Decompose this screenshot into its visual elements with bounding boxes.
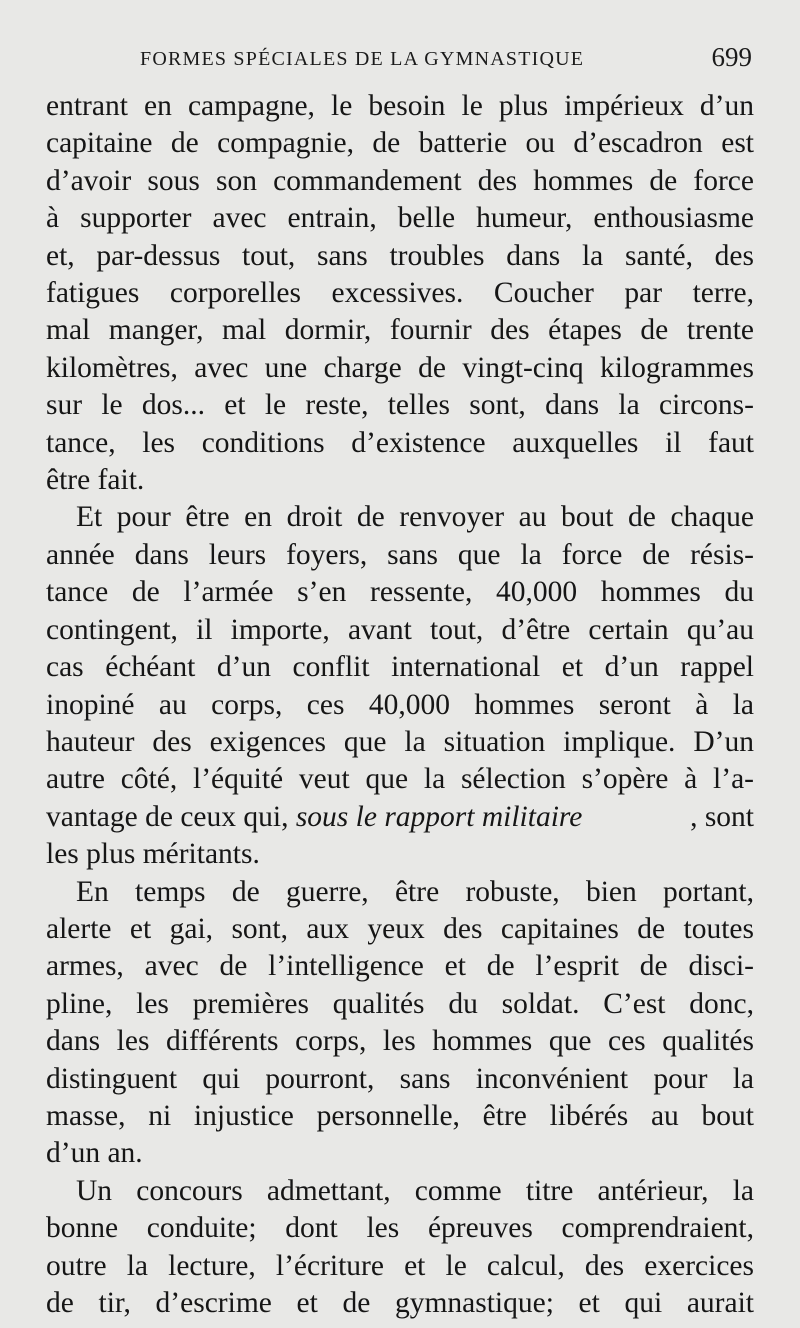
text-line: Et pour être en droit de renvoyer au bout de chaque [76, 501, 754, 534]
text-line: d’avoir sous son commandement des hommes de force [46, 164, 754, 197]
text-line: de tir, d’escrime et de gymnastique; et qui aurait [46, 1287, 754, 1319]
text-line: alerte et gai, sont, aux yeux des capitaines de toutes [46, 912, 754, 945]
text-line: cas échéant d’un conflit international et d’un rappel [46, 651, 754, 684]
text-line: masse, ni injustice personnelle, être libérés au bout [46, 1099, 754, 1132]
text-line: année dans leurs foyers, sans que la force de résis- [46, 538, 754, 571]
text-line: tance de l’armée s’en ressente, 40,000 hommes du [46, 576, 754, 609]
text-line: hauteur des exigences que la situation implique. D’un [46, 725, 754, 758]
running-head: FORMES SPÉCIALES DE LA GYMNASTIQUE [140, 48, 585, 70]
text-line: capitaine de compagnie, de batterie ou d’escadron est [46, 127, 754, 160]
text-line: inopiné au corps, ces 40,000 hommes seront à la [46, 688, 754, 721]
text-line [46, 799, 754, 836]
paragraph [46, 1173, 754, 1323]
text-segment [46, 799, 582, 836]
text-line: autre côté, l’équité veut que la sélection s’opère à l’a- [46, 763, 754, 796]
text-line: Un concours admettant, comme titre antérieur, la [76, 1174, 754, 1207]
italic-phrase: sous le rapport militaire [295, 800, 583, 833]
text-line: entrant en campagne, le besoin le plus impérieux d’un [46, 90, 754, 122]
text-line: bonne conduite; dont les épreuves comprendraient, [46, 1212, 754, 1245]
text-line: être fait. [46, 464, 145, 497]
text-line: En temps de guerre, être robuste, bien portant, [76, 875, 754, 908]
text-line: et, par-dessus tout, sans troubles dans la santé, des [46, 239, 754, 272]
text-line: armes, avec de l’intelligence et de l’esprit de disci- [46, 950, 754, 983]
page-number: 699 [711, 42, 752, 72]
text-line: mal manger, mal dormir, fournir des étapes de trente [46, 314, 754, 347]
text-line: d’un an. [46, 1137, 143, 1170]
text-segment: , sont [690, 800, 754, 833]
text-line: tance, les conditions d’existence auxquelles il faut [46, 426, 754, 459]
text-segment: vantage de ceux qui, [46, 800, 296, 833]
text-line: kilomètres, avec une charge de vingt-cinq kilogrammes [46, 351, 754, 384]
text-line: les plus méritants. [46, 838, 260, 871]
text-line: pline, les premières qualités du soldat. C’est donc, [46, 987, 754, 1020]
paragraph [46, 88, 754, 499]
text-line: fatigues corporelles excessives. Coucher par terre, [46, 277, 754, 310]
paragraph [46, 874, 754, 1173]
text-line: outre la lecture, l’écriture et le calcul, des exercices [46, 1249, 754, 1282]
body-text [46, 88, 754, 1322]
text-line: dans les différents corps, les hommes que ces qualités [46, 1025, 754, 1058]
page-header [140, 42, 760, 76]
text-line: distinguent qui pourront, sans inconvénient pour la [46, 1062, 754, 1095]
text-line: contingent, il importe, avant tout, d’être certain qu’au [46, 613, 754, 646]
paragraph [46, 499, 754, 873]
text-line: à supporter avec entrain, belle humeur, enthousiasme [46, 202, 754, 235]
text-line: sur le dos... et le reste, telles sont, dans la circons- [46, 389, 754, 422]
